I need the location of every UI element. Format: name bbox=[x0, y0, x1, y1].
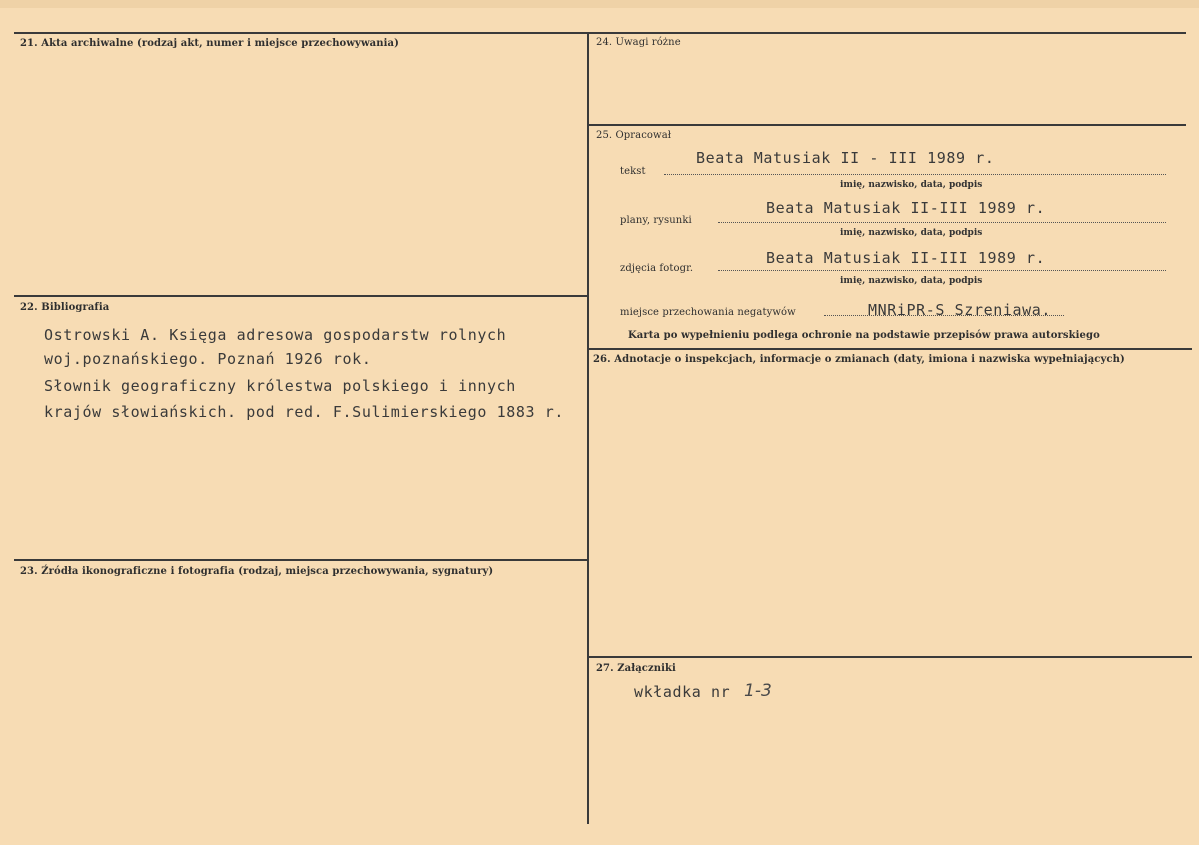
author-text-caption: imię, nazwisko, data, podpis bbox=[840, 180, 983, 190]
divider-25-26 bbox=[588, 348, 1192, 350]
section-21-label: 21. Akta archiwalne (rodzaj akt, numer i miejsce przechowywania) bbox=[20, 38, 399, 49]
bibliography-line-1: Ostrowski A. Księga adresowa gospodarstw rolnych bbox=[44, 326, 507, 344]
author-text-line bbox=[664, 174, 1166, 175]
divider-22-23 bbox=[14, 559, 588, 561]
section-23-label: 23. Źródła ikonograficzne i fotografia (rodzaj, miejsca przechowywania, sygnatury) bbox=[20, 566, 494, 577]
divider-21-22 bbox=[14, 295, 588, 297]
section-27-label: 27. Załączniki bbox=[596, 663, 676, 674]
section-24-label: 24. Uwagi różne bbox=[596, 37, 681, 48]
negatives-value: MNRiPR-S Szreniawa. bbox=[868, 301, 1051, 319]
top-border bbox=[14, 32, 1186, 34]
card-top-edge bbox=[0, 0, 1199, 8]
author-photos-caption: imię, nazwisko, data, podpis bbox=[840, 276, 983, 286]
bibliography-line-2: woj.poznańskiego. Poznań 1926 rok. bbox=[44, 350, 372, 368]
author-text-value: Beata Matusiak II - III 1989 r. bbox=[696, 149, 995, 167]
bibliography-line-4: krajów słowiańskich. pod red. F.Sulimierskiego 1883 r. bbox=[44, 403, 565, 421]
author-photos-value: Beata Matusiak II-III 1989 r. bbox=[766, 249, 1046, 267]
bibliography-line-3: Słownik geograficzny królestwa polskiego i innych bbox=[44, 377, 516, 395]
author-plans-value: Beata Matusiak II-III 1989 r. bbox=[766, 199, 1046, 217]
divider-26-27 bbox=[588, 656, 1192, 658]
negatives-label: miejsce przechowania negatywów bbox=[620, 307, 796, 318]
section-25-label: 25. Opracował bbox=[596, 130, 672, 141]
copyright-note: Karta po wypełnieniu podlega ochronie na podstawie przepisów prawa autorskiego bbox=[628, 330, 1100, 341]
author-plans-label: plany, rysunki bbox=[620, 215, 692, 226]
author-photos-label: zdjęcia fotogr. bbox=[620, 263, 694, 274]
author-text-label: tekst bbox=[620, 166, 646, 177]
section-26-label: 26. Adnotacje o inspekcjach, informacje o zmianach (daty, imiona i nazwiska wypełniających) bbox=[593, 354, 1125, 365]
center-divider bbox=[587, 32, 589, 824]
attachments-handwritten-number: 1-3 bbox=[744, 681, 772, 701]
author-photos-line bbox=[718, 270, 1166, 271]
author-plans-line bbox=[718, 222, 1166, 223]
author-plans-caption: imię, nazwisko, data, podpis bbox=[840, 228, 983, 238]
attachments-value: wkładka nr bbox=[634, 683, 731, 701]
divider-24-25 bbox=[588, 124, 1186, 126]
section-22-label: 22. Bibliografia bbox=[20, 302, 110, 313]
